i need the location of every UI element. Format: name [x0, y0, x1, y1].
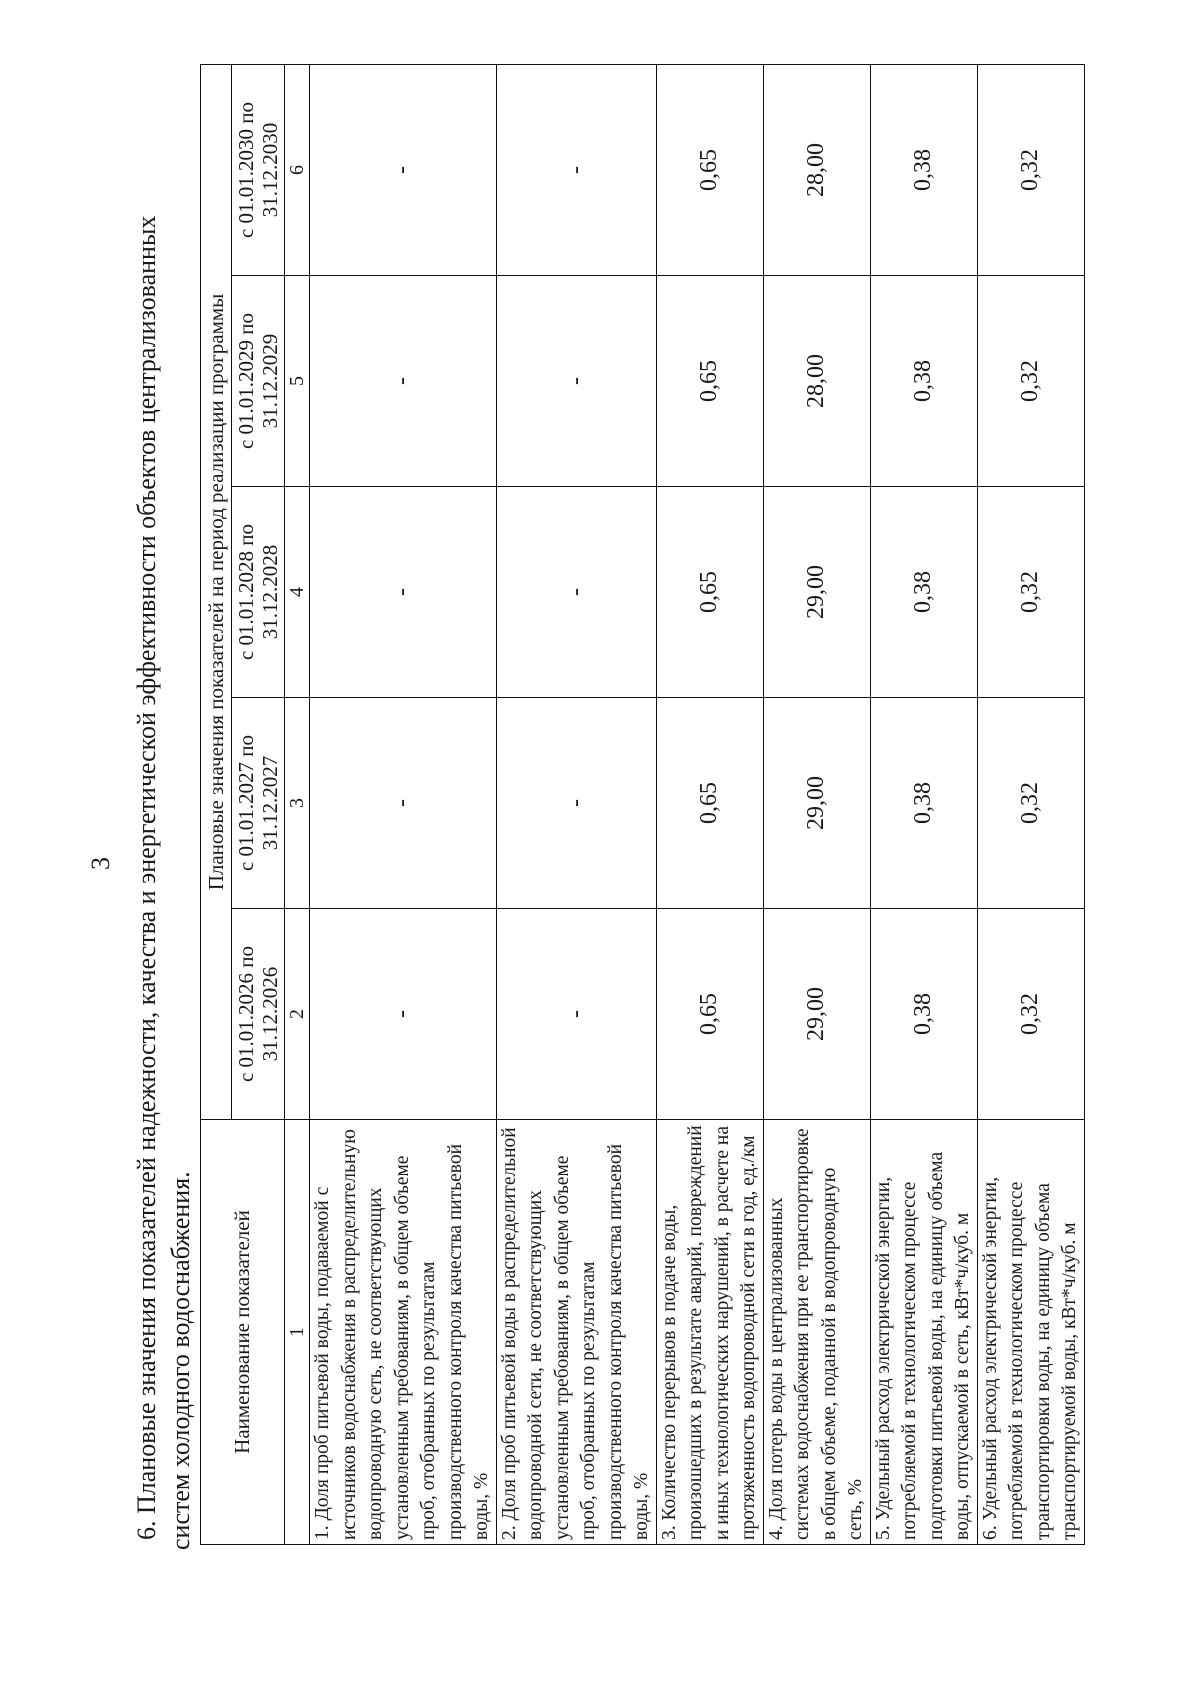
indicator-name: 3. Количество перерывов в подаче воды, произошедших в результате аварий, повреждений и иных технологических нарушений, в расчете на протяженность водопроводной сети в год, ед./км — [656, 1120, 763, 1545]
indicator-name: 6. Удельный расход электрической энергии, потребляемой в технологическом процессе транспортировки воды, на единицу объема транспортируемой воды, кВт*ч/куб. м — [977, 1120, 1084, 1545]
plan-value: - — [496, 276, 656, 487]
period-header: с 01.01.2028 по 31.12.2028 — [232, 487, 285, 698]
column-number: 4 — [285, 487, 310, 698]
plan-value: - — [310, 909, 497, 1120]
table-row — [656, 64, 763, 1544]
section-heading — [130, 110, 198, 1550]
plan-value: 0,32 — [977, 64, 1084, 275]
plan-value: - — [310, 698, 497, 909]
plan-value: 0,38 — [870, 698, 977, 909]
plan-value: 28,00 — [763, 276, 870, 487]
table-row — [870, 64, 977, 1544]
document-sheet — [0, 50, 1200, 1640]
indicator-name: 2. Доля проб питьевой воды в распределительной водопроводной сети, не соответствующих установленным требованиям, в общем объеме проб, отобранных по результатам производственного контроля качества питьевой воды, % — [496, 1120, 656, 1545]
indicator-name: 4. Доля потерь воды в централизованных системах водоснабжения при ее транспортировке в общем объеме, поданной в водопроводную сеть, % — [763, 1120, 870, 1545]
plan-value: 29,00 — [763, 487, 870, 698]
indicator-name: 1. Доля проб питьевой воды, подаваемой с источников водоснабжения в распределительную водопроводную сеть, не соответствующих установленным требованиям, в общем объеме проб, отобранных по результатам производственного контроля качества питьевой воды, % — [310, 1120, 497, 1545]
plan-value: 29,00 — [763, 909, 870, 1120]
plan-value: 0,38 — [870, 487, 977, 698]
plan-value: 0,65 — [656, 64, 763, 275]
column-number: 2 — [285, 909, 310, 1120]
table-row — [310, 64, 497, 1544]
column-number: 5 — [285, 276, 310, 487]
indicators-table — [200, 64, 1085, 1545]
plan-value: 0,65 — [656, 698, 763, 909]
plan-value: 0,38 — [870, 64, 977, 275]
page-number: 3 — [86, 857, 115, 870]
period-header: с 01.01.2029 по 31.12.2029 — [232, 276, 285, 487]
plan-value: - — [496, 698, 656, 909]
plan-value: 0,32 — [977, 698, 1084, 909]
column-number: 3 — [285, 698, 310, 909]
heading-line-2: систем холодного водоснабжения. — [166, 1171, 195, 1550]
plan-value: 0,38 — [870, 909, 977, 1120]
plan-value: 0,32 — [977, 487, 1084, 698]
plan-value: - — [496, 64, 656, 275]
period-header: с 01.01.2026 по 31.12.2026 — [232, 909, 285, 1120]
plan-value: 0,65 — [656, 276, 763, 487]
indicator-name-header: Наименование показателей — [201, 1120, 285, 1545]
table-row — [496, 64, 656, 1544]
table-row — [977, 64, 1084, 1544]
plan-value: - — [496, 487, 656, 698]
plan-value: 0,65 — [656, 909, 763, 1120]
indicator-name: 5. Удельный расход электрической энергии, потребляемой в технологическом процессе подготовки питьевой воды, на единицу объема воды, отпускаемой в сеть, кВт*ч/куб. м — [870, 1120, 977, 1545]
plan-value: 0,32 — [977, 276, 1084, 487]
table-row — [763, 64, 870, 1544]
plan-value: 29,00 — [763, 698, 870, 909]
period-header: с 01.01.2027 по 31.12.2027 — [232, 698, 285, 909]
plan-value: 28,00 — [763, 64, 870, 275]
period-header: с 01.01.2030 по 31.12.2030 — [232, 64, 285, 275]
plan-value: - — [310, 487, 497, 698]
plan-value: - — [310, 64, 497, 275]
plan-value: 0,32 — [977, 909, 1084, 1120]
plan-values-header: Плановые значения показателей на период реализации программы — [201, 64, 232, 1119]
plan-value: - — [496, 909, 656, 1120]
column-number: 6 — [285, 64, 310, 275]
plan-value: 0,38 — [870, 276, 977, 487]
plan-value: - — [310, 276, 497, 487]
heading-line-1: 6. Плановые значения показателей надежности, качества и энергетической эффективности объектов централизованных — [132, 215, 161, 1540]
plan-value: 0,65 — [656, 487, 763, 698]
column-number: 1 — [285, 1120, 310, 1545]
